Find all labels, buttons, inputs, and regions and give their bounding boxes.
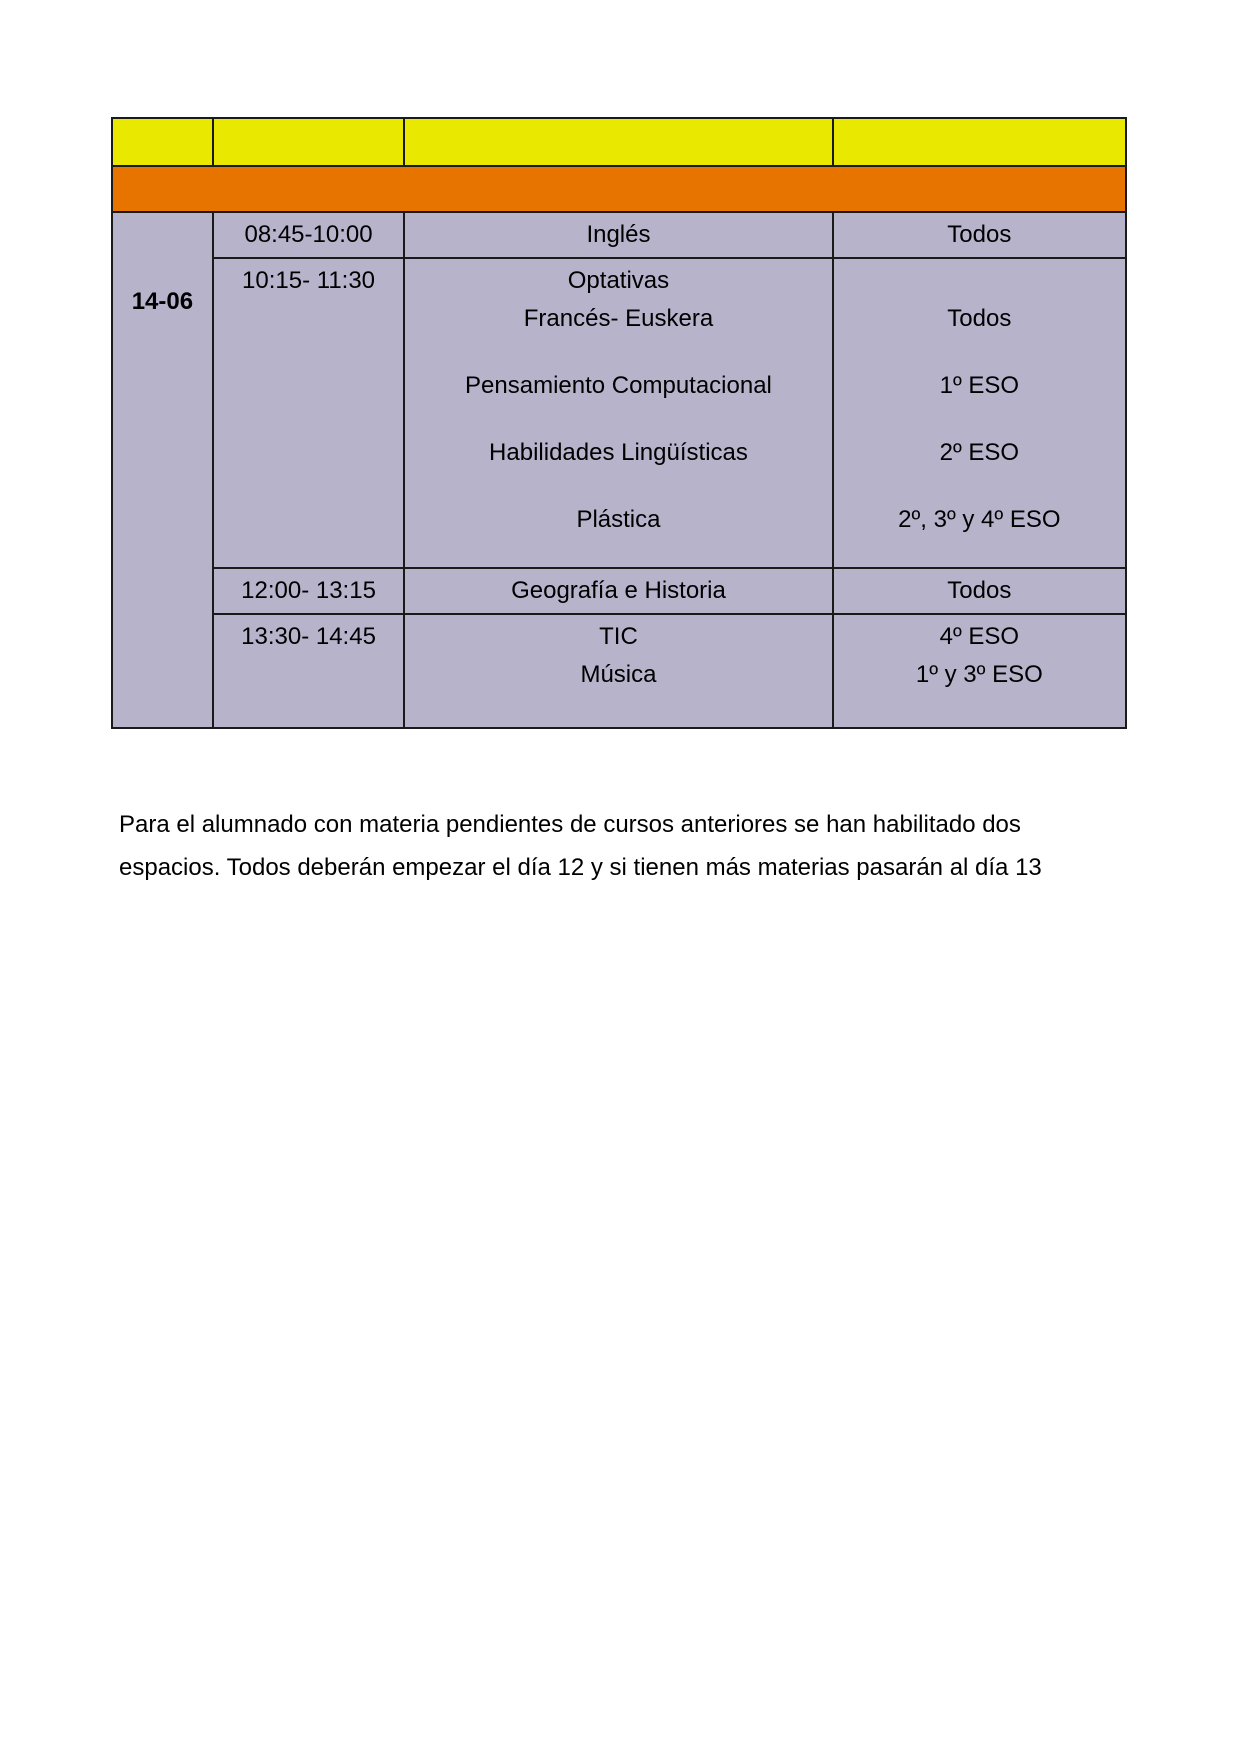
time-label: 13:30- 14:45 xyxy=(241,623,376,650)
exam-schedule-table xyxy=(111,117,1127,729)
subject-label: Optativas xyxy=(567,267,670,294)
subject-cell xyxy=(404,614,832,728)
group-label: 2º, 3º y 4º ESO xyxy=(898,506,1061,533)
subject-label: Francés- Euskera xyxy=(523,305,714,332)
group-label: 2º ESO xyxy=(939,439,1020,466)
time-label: 12:00- 13:15 xyxy=(241,577,376,604)
group-cell xyxy=(833,568,1126,614)
table-row xyxy=(112,212,1126,258)
pending-subjects-note xyxy=(119,803,1129,889)
header-cell-group xyxy=(833,118,1126,166)
subject-label: Habilidades Lingüísticas xyxy=(489,439,748,466)
time-cell xyxy=(213,568,405,614)
time-cell xyxy=(213,614,405,728)
group-cell xyxy=(833,212,1126,258)
table-header-row xyxy=(112,118,1126,166)
table-row xyxy=(112,258,1126,568)
table-band-row xyxy=(112,166,1126,212)
subject-label: Inglés xyxy=(586,221,651,248)
time-label: 08:45-10:00 xyxy=(244,221,373,248)
subject-label: Música xyxy=(580,661,657,688)
subject-cell xyxy=(404,258,832,568)
table-row xyxy=(112,568,1126,614)
subject-cell xyxy=(404,568,832,614)
date-label: 14-06 xyxy=(131,288,194,315)
group-label: Todos xyxy=(947,305,1012,332)
header-cell-subject xyxy=(404,118,832,166)
header-cell-time xyxy=(213,118,405,166)
subject-label: Plástica xyxy=(576,506,661,533)
group-label: Todos xyxy=(947,221,1012,248)
subject-label: TIC xyxy=(599,623,638,650)
time-label: 10:15- 11:30 xyxy=(242,267,376,294)
group-cell xyxy=(833,258,1126,568)
group-label: 1º y 3º ESO xyxy=(915,661,1043,688)
band-cell xyxy=(112,166,1126,212)
note-line: espacios. Todos deberán empezar el día 12 y si tienen más materias pasarán al día 13 xyxy=(119,854,1042,881)
group-label: 1º ESO xyxy=(939,372,1020,399)
date-cell xyxy=(112,212,213,728)
group-label xyxy=(834,259,1125,295)
group-label: Todos xyxy=(947,577,1012,604)
time-cell xyxy=(213,258,405,568)
table-row xyxy=(112,614,1126,728)
subject-cell xyxy=(404,212,832,258)
note-line: Para el alumnado con materia pendientes de cursos anteriores se han habilitado dos xyxy=(119,811,1021,838)
time-cell xyxy=(213,212,405,258)
header-cell-date xyxy=(112,118,213,166)
group-label: 4º ESO xyxy=(939,623,1020,650)
group-cell xyxy=(833,614,1126,728)
subject-label: Pensamiento Computacional xyxy=(465,372,772,399)
subject-label: Geografía e Historia xyxy=(511,577,726,604)
